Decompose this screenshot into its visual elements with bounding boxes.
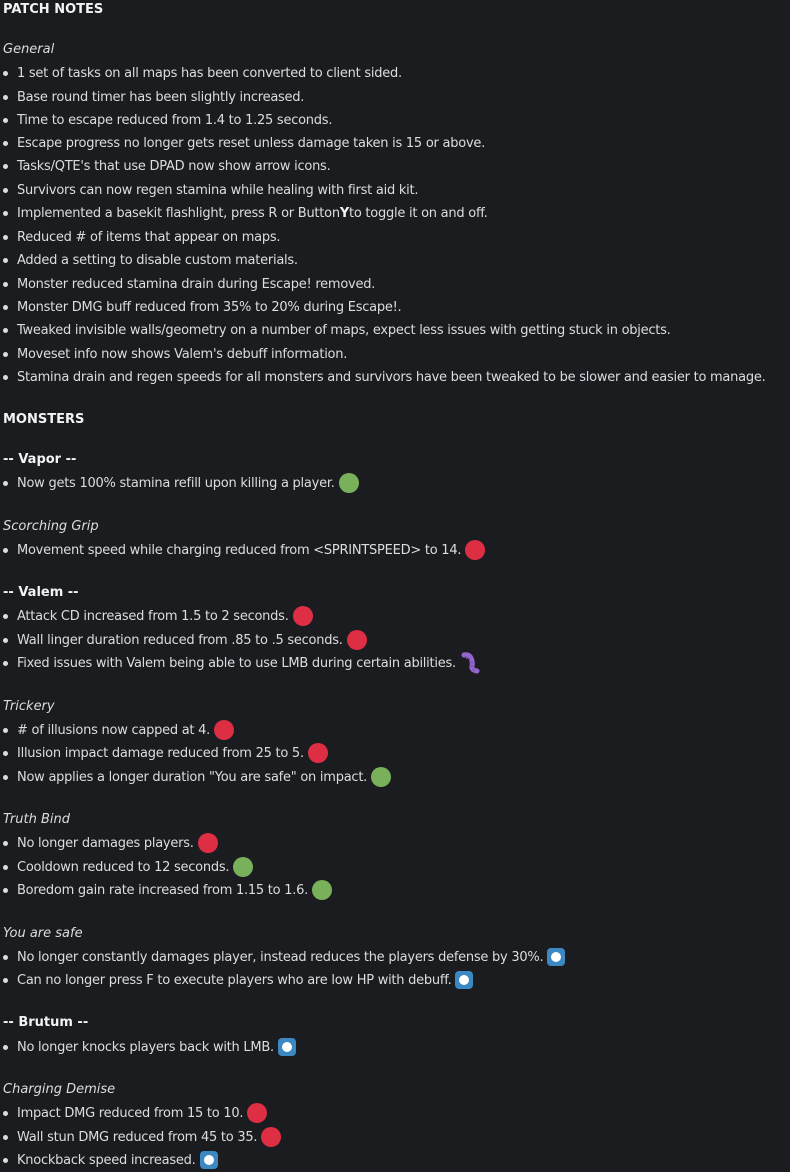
blue-record-button-icon bbox=[547, 948, 565, 966]
list-item: No longer damages players. bbox=[0, 832, 218, 854]
list-item: Stamina drain and regen speeds for all monsters and survivors have been tweaked to be slower and easier to manage. bbox=[0, 366, 766, 388]
list-item: Tasks/QTE's that use DPAD now show arrow icons. bbox=[0, 155, 330, 177]
monster-name-vapor: -- Vapor -- bbox=[3, 452, 77, 467]
patch-notes-title: PATCH NOTES bbox=[3, 2, 104, 17]
green-circle-icon bbox=[312, 880, 332, 900]
blue-record-button-icon bbox=[278, 1038, 296, 1056]
list-item: Survivors can now regen stamina while healing with first aid kit. bbox=[0, 179, 418, 201]
list-item: Implemented a basekit flashlight, press R or Button Y to toggle it on and off. bbox=[0, 202, 488, 224]
list-item: Can no longer press F to execute players who are low HP with debuff. bbox=[0, 969, 473, 991]
ability-charging-demise: Charging Demise bbox=[3, 1082, 116, 1097]
list-item: Tweaked invisible walls/geometry on a number of maps, expect less issues with getting stuck in objects. bbox=[0, 319, 671, 341]
green-circle-icon bbox=[233, 857, 253, 877]
list-item: Attack CD increased from 1.5 to 2 seconds. bbox=[0, 605, 313, 627]
list-item: Escape progress no longer gets reset unless damage taken is 15 or above. bbox=[0, 132, 485, 154]
ability-scorching-grip: Scorching Grip bbox=[3, 519, 99, 534]
monsters-heading: MONSTERS bbox=[3, 412, 85, 427]
red-circle-icon bbox=[247, 1103, 267, 1123]
list-item: Fixed issues with Valem being able to use LMB during certain abilities. bbox=[0, 652, 482, 674]
list-item: Time to escape reduced from 1.4 to 1.25 seconds. bbox=[0, 109, 332, 131]
list-item: Moveset info now shows Valem's debuff information. bbox=[0, 343, 347, 365]
list-item: 1 set of tasks on all maps has been converted to client sided. bbox=[0, 62, 402, 84]
list-item: Boredom gain rate increased from 1.15 to 1.6. bbox=[0, 879, 332, 901]
list-item: Now applies a longer duration "You are safe" on impact. bbox=[0, 766, 391, 788]
red-circle-icon bbox=[214, 720, 234, 740]
section-general: General bbox=[3, 42, 55, 57]
monster-name-brutum: -- Brutum -- bbox=[3, 1015, 89, 1030]
red-circle-icon bbox=[261, 1127, 281, 1147]
list-item: Wall stun DMG reduced from 45 to 35. bbox=[0, 1126, 281, 1148]
list-item: No longer knocks players back with LMB. bbox=[0, 1036, 296, 1058]
red-circle-icon bbox=[198, 833, 218, 853]
list-item: Reduced # of items that appear on maps. bbox=[0, 226, 280, 248]
ability-you-are-safe: You are safe bbox=[3, 926, 83, 941]
list-item: Base round timer has been slightly increased. bbox=[0, 86, 304, 108]
list-item: Monster reduced stamina drain during Escape! removed. bbox=[0, 273, 375, 295]
ability-trickery: Trickery bbox=[3, 699, 55, 714]
red-circle-icon bbox=[308, 743, 328, 763]
list-item: Added a setting to disable custom materials. bbox=[0, 249, 298, 271]
green-circle-icon bbox=[339, 473, 359, 493]
list-item: # of illusions now capped at 4. bbox=[0, 719, 234, 741]
list-item: Knockback speed increased. bbox=[0, 1149, 218, 1171]
blue-record-button-icon bbox=[455, 971, 473, 989]
list-item: Movement speed while charging reduced from <SPRINTSPEED> to 14. bbox=[0, 539, 485, 561]
blue-record-button-icon bbox=[200, 1151, 218, 1169]
list-item: Now gets 100% stamina refill upon killing a player. bbox=[0, 472, 359, 494]
red-circle-icon bbox=[465, 540, 485, 560]
flashlight-key: Y bbox=[339, 205, 349, 221]
red-circle-icon bbox=[293, 606, 313, 626]
list-item: Cooldown reduced to 12 seconds. bbox=[0, 856, 253, 878]
green-circle-icon bbox=[371, 767, 391, 787]
monster-name-valem: -- Valem -- bbox=[3, 585, 79, 600]
red-circle-icon bbox=[347, 630, 367, 650]
list-item: Illusion impact damage reduced from 25 to 5. bbox=[0, 742, 328, 764]
list-item: Monster DMG buff reduced from 35% to 20% during Escape!. bbox=[0, 296, 401, 318]
ability-truth-bind: Truth Bind bbox=[3, 812, 71, 827]
list-item: Impact DMG reduced from 15 to 10. bbox=[0, 1102, 267, 1124]
list-item: No longer constantly damages player, instead reduces the players defense by 30%. bbox=[0, 946, 565, 968]
list-item: Wall linger duration reduced from .85 to .5 seconds. bbox=[0, 629, 367, 651]
worm-icon bbox=[460, 652, 482, 674]
